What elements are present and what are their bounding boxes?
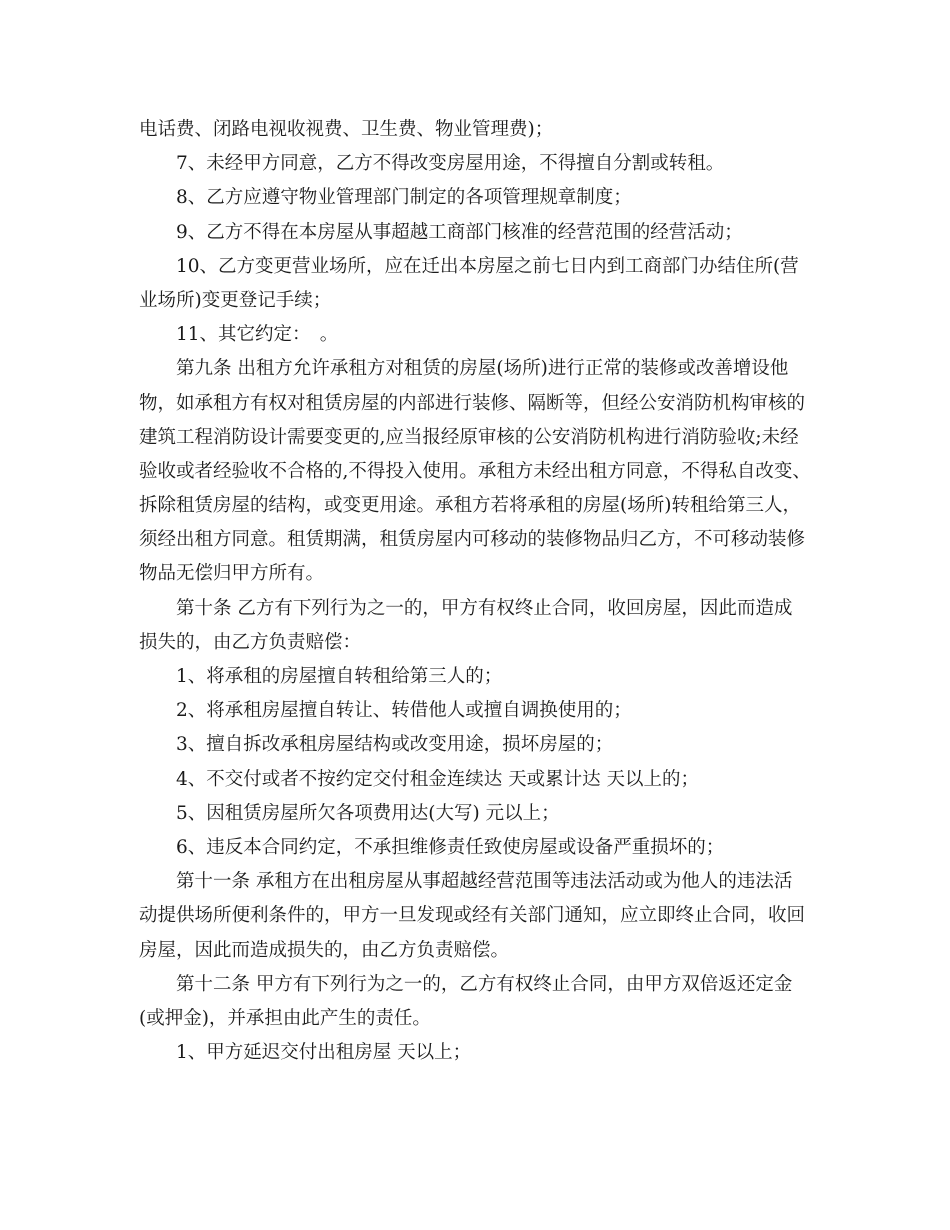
- clause-11: 11、其它约定： 。: [176, 324, 339, 346]
- article-11-heading: 第十一条 承租方在出租房屋从事超越经营范围等违法活动或为他人的违法活: [176, 871, 793, 893]
- article-10-item-3: 3、擅自拆改承租房屋结构或改变用途，损坏房屋的；: [176, 734, 614, 756]
- article-10-heading: 第十条 乙方有下列行为之一的，甲方有权终止合同，收回房屋，因此而造成: [176, 597, 793, 619]
- clause-9: 9、乙方不得在本房屋从事超越工商部门核准的经营范围的经营活动；: [176, 221, 743, 243]
- text-line: 拆除租赁房屋的结构，或变更用途。承租方若将承租的房屋(场所)转租给第三人，: [139, 495, 801, 517]
- article-10-item-4: 4、不交付或者不按约定交付租金连续达 天或累计达 天以上的；: [176, 768, 700, 790]
- article-10-item-1: 1、将承租的房屋擅自转租给第三人的；: [176, 666, 503, 687]
- article-10-item-6: 6、违反本合同约定，不承担维修责任致使房屋或设备严重损坏的；: [176, 836, 725, 858]
- text-line: 物品无偿归甲方所有。: [139, 563, 325, 585]
- text-line: 须经出租方同意。租赁期满，租赁房屋内可移动的装修物品归乙方，不可移动装修: [139, 529, 806, 551]
- article-12-heading: 第十二条 甲方有下列行为之一的，乙方有权终止合同，由甲方双倍返还定金: [176, 973, 793, 995]
- article-10-item-5: 5、因租赁房屋所欠各项费用达(大写) 元以上；: [176, 802, 560, 824]
- text-line: 房屋，因此而造成损失的，由乙方负责赔偿。: [139, 939, 510, 961]
- text-line: 验收或者经验收不合格的,不得投入使用。承租方未经出租方同意，不得私自改变、: [139, 460, 811, 482]
- article-10-item-2: 2、将承租房屋擅自转让、转借他人或擅自调换使用的；: [176, 700, 632, 722]
- clause-10: 10、乙方变更营业场所，应在迁出本房屋之前七日内到工商部门办结住所(营: [176, 255, 799, 277]
- text-line: 业场所)变更登记手续；: [139, 289, 332, 311]
- clause-8: 8、乙方应遵守物业管理部门制定的各项管理规章制度；: [176, 187, 632, 209]
- text-line: (或押金)，并承担由此产生的责任。: [139, 1007, 431, 1029]
- text-line: 建筑工程消防设计需要变更的,应当报经原审核的公安消防机构进行消防验收;未经: [139, 426, 799, 448]
- text-line: 电话费、闭路电视收视费、卫生费、物业管理费)；: [139, 119, 554, 140]
- article-9-heading: 第九条 出租方允许承租方对租赁的房屋(场所)进行正常的装修或改善增设他: [176, 358, 789, 380]
- text-line: 损失的，由乙方负责赔偿：: [139, 631, 362, 653]
- article-12-item-1: 1、甲方延迟交付出租房屋 天以上；: [176, 1042, 472, 1064]
- text-line: 物，如承租方有权对租赁房屋的内部进行装修、隔断等，但经公安消防机构审核的: [139, 392, 806, 414]
- text-line: 动提供场所便利条件的，甲方一旦发现或经有关部门通知，应立即终止合同，收回: [139, 905, 806, 927]
- clause-7: 7、未经甲方同意，乙方不得改变房屋用途，不得擅自分割或转租。: [176, 153, 725, 175]
- document-body: [139, 113, 829, 1070]
